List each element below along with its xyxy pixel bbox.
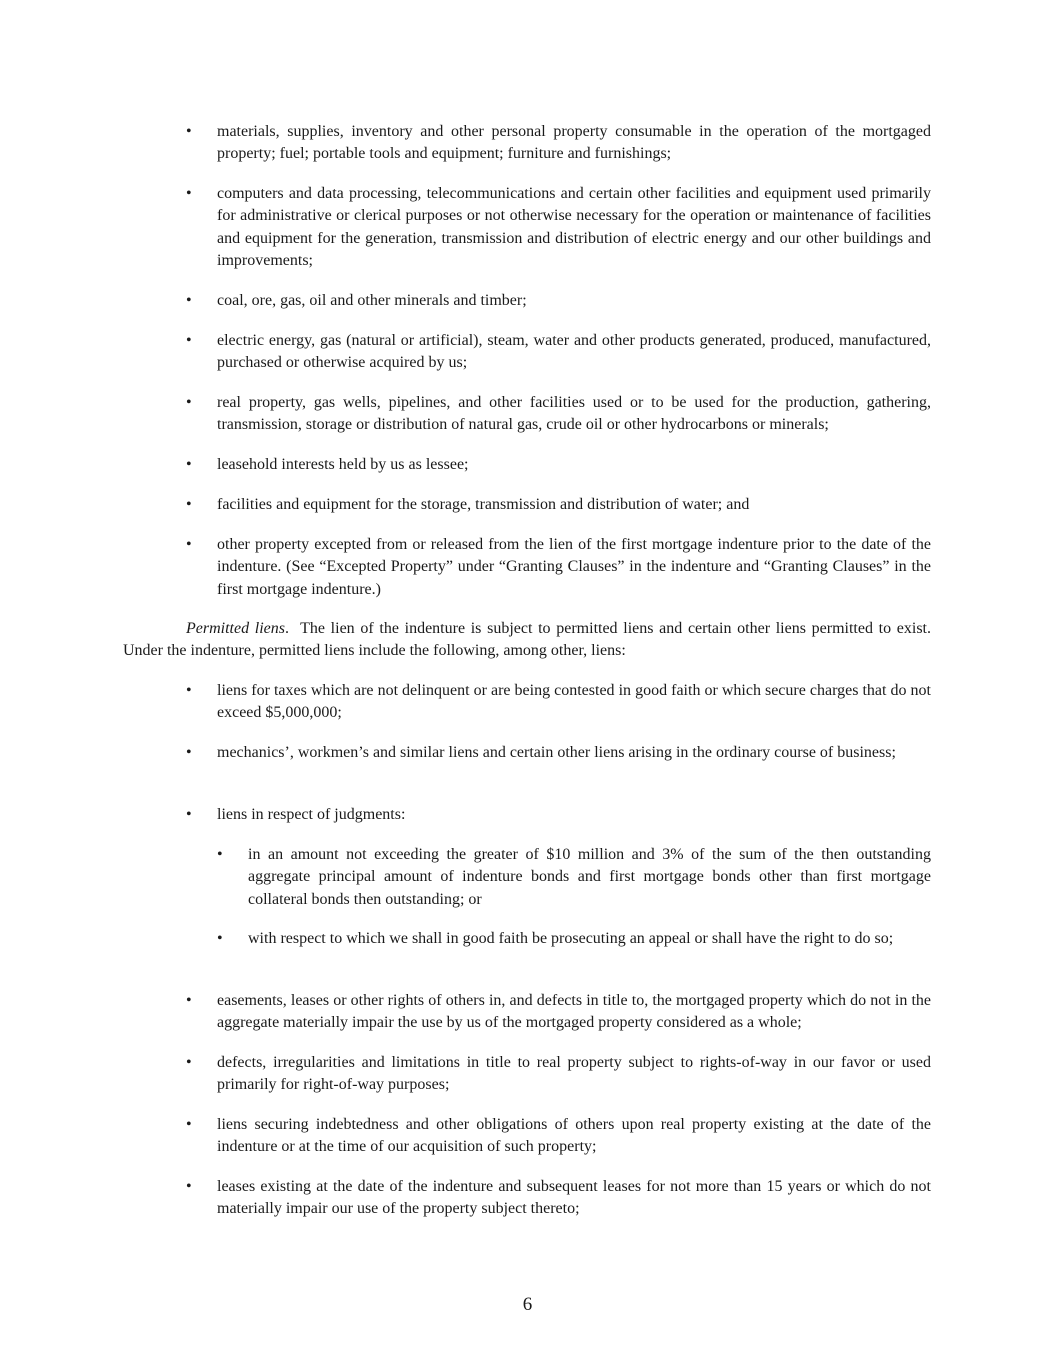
bullet-marker: • (186, 682, 192, 699)
excepted-item-materials (186, 121, 931, 166)
bullet-marker: • (186, 394, 192, 411)
bullet-marker: • (186, 1178, 192, 1195)
bullet-marker: • (186, 992, 192, 1009)
permitted-liens-paragraph (123, 618, 936, 663)
lien-item-judgments (186, 804, 931, 826)
list-item-text: liens in respect of judgments: (217, 806, 406, 823)
judgment-subitem-appeal (217, 928, 931, 950)
page-number: 6 (522, 1294, 533, 1315)
excepted-item-leasehold (186, 454, 931, 476)
bullet-marker: • (217, 930, 223, 947)
lien-item-defects (186, 1052, 931, 1097)
list-item-text: liens securing indebtedness and other obligations of others upon real property existing at the date of the indenture or at the time of our acquisition of such property; (217, 1116, 931, 1156)
bullet-marker: • (186, 744, 192, 761)
list-item-text: with respect to which we shall in good faith be prosecuting an appeal or shall have the right to do so; (248, 930, 894, 947)
list-item-text: defects, irregularities and limitations in title to real property subject to rights-of-way in our favor or used primarily for right-of-way purposes; (217, 1054, 931, 1094)
list-item-text: leases existing at the date of the indenture and subsequent leases for not more than 15 years or which do not materially impair our use of the property subject thereto; (217, 1178, 931, 1218)
list-item-text: other property excepted from or released from the lien of the first mortgage indenture prior to the date of the indenture. (See “Excepted Property” under “Granting Clauses” in the indenture and “Granting Clauses” in the first mortgage indenture.) (217, 536, 931, 598)
excepted-item-energy (186, 330, 931, 375)
bullet-marker: • (217, 846, 223, 863)
judgment-subitem-amount (217, 844, 931, 911)
bullet-marker: • (186, 536, 192, 553)
lien-item-indebtedness (186, 1114, 931, 1159)
permitted-liens-intro: The lien of the indenture is subject to permitted liens and certain other liens permitted to exist. Under the indenture, permitted liens include the following, among other, liens: (123, 620, 936, 660)
list-item-text: liens for taxes which are not delinquent or are being contested in good faith or which secure charges that do not exceed $5,000,000; (217, 682, 931, 722)
lien-item-leases (186, 1176, 931, 1221)
list-item-text: easements, leases or other rights of others in, and defects in title to, the mortgaged property which do not in the aggregate materially impair the use by us of the mortgaged property considered as a whole; (217, 992, 931, 1032)
bullet-marker: • (186, 292, 192, 309)
bullet-marker: • (186, 806, 192, 823)
bullet-marker: • (186, 1054, 192, 1071)
bullet-marker: • (186, 1116, 192, 1133)
excepted-item-other-property (186, 534, 931, 601)
heading-punctuation: . (285, 620, 290, 637)
bullet-marker: • (186, 496, 192, 513)
list-item-text: electric energy, gas (natural or artificial), steam, water and other products generated, produced, manufactured, purchased or otherwise acquired by us; (217, 332, 931, 372)
bullet-marker: • (186, 185, 192, 202)
list-item-text: real property, gas wells, pipelines, and other facilities used or to be used for the production, gathering, transmission, storage or distribution of natural gas, crude oil or other hydrocarbons or minerals; (217, 394, 931, 434)
excepted-item-real-property (186, 392, 931, 437)
list-item-text: leasehold interests held by us as lessee; (217, 456, 469, 473)
lien-item-easements (186, 990, 931, 1035)
bullet-marker: • (186, 332, 192, 349)
excepted-item-minerals (186, 290, 931, 312)
list-item-text: computers and data processing, telecommunications and certain other facilities and equipment used primarily for administrative or clerical purposes or not otherwise necessary for the operation or maintenance of facilities and equipment for the generation, transmission and distribution of electric energy and our other buildings and improvements; (217, 185, 931, 269)
permitted-liens-heading: Permitted liens (186, 620, 286, 637)
lien-item-mechanics (186, 742, 931, 764)
list-item-text: in an amount not exceeding the greater of $10 million and 3% of the sum of the then outstanding aggregate principal amount of indenture bonds and first mortgage bonds other than first mortgage collateral bonds then outstanding; or (248, 846, 931, 908)
list-item-text: mechanics’, workmen’s and similar liens and certain other liens arising in the ordinary course of business; (217, 744, 896, 761)
bullet-marker: • (186, 123, 192, 140)
list-item-text: materials, supplies, inventory and other personal property consumable in the operation of the mortgaged property; fuel; portable tools and equipment; furniture and furnishings; (217, 123, 931, 163)
list-item-text: coal, ore, gas, oil and other minerals and timber; (217, 292, 527, 309)
excepted-item-water (186, 494, 931, 516)
bullet-marker: • (186, 456, 192, 473)
lien-item-taxes (186, 680, 931, 725)
excepted-item-computers (186, 183, 931, 272)
list-item-text: facilities and equipment for the storage, transmission and distribution of water; and (217, 496, 750, 513)
